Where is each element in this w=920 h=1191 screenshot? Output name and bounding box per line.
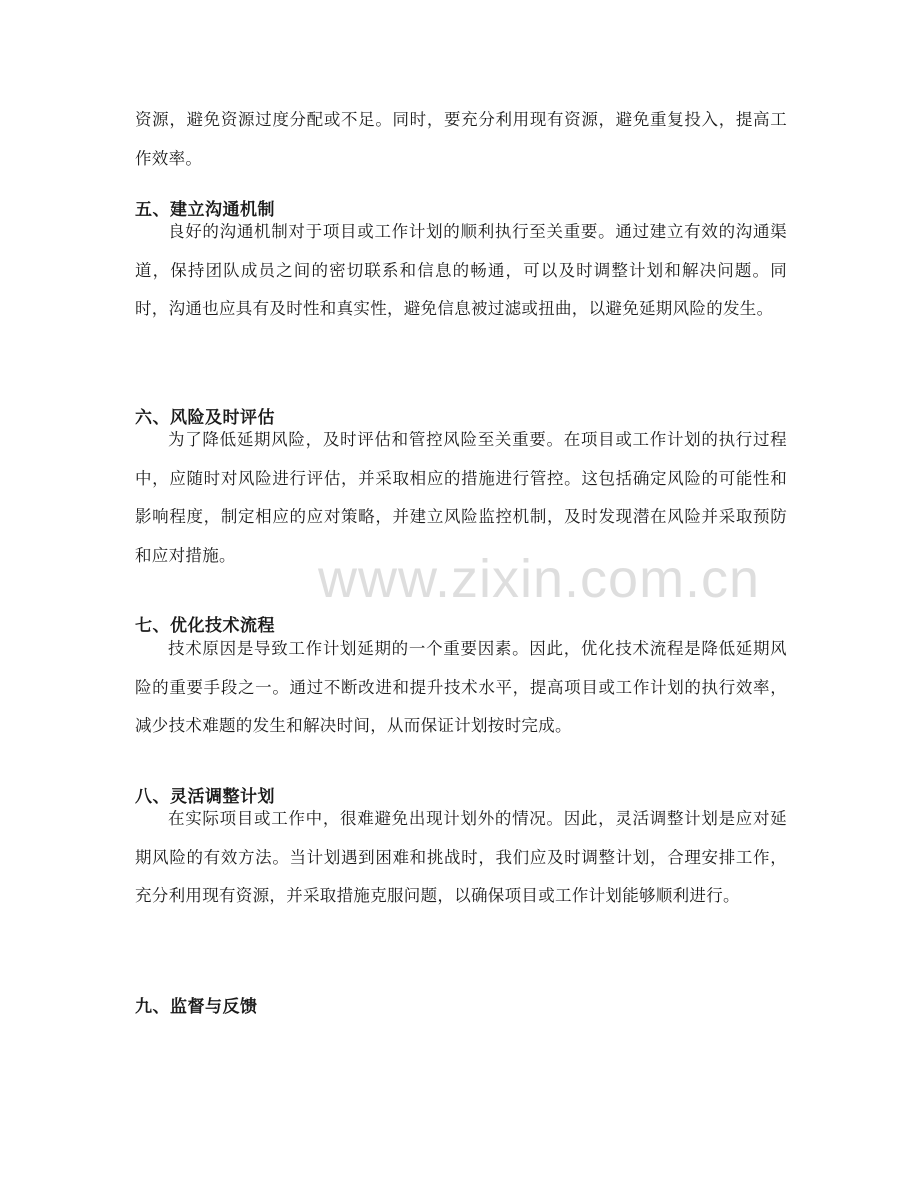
paragraph-intro-tail: 资源，避免资源过度分配或不足。同时，要充分利用现有资源，避免重复投入，提高工作效率。 [135, 110, 787, 168]
section-6-paragraph: 为了降低延期风险，及时评估和管控风险至关重要。在项目或工作计划的执行过程中，应随时对风险进行评估，并采取相应的措施进行管控。这包括确定风险的可能性和影响程度，制定相应的应对策略，并建立风险监控机制，及时发现潜在风险并采取预防和应对措施。 [135, 430, 787, 565]
section-7-paragraph: 技术原因是导致工作计划延期的一个重要因素。因此，优化技术流程是降低延期风险的重要手段之一。通过不断改进和提升技术水平，提高项目或工作计划的执行效率，减少技术难题的发生和解决时间，从而保证计划按时完成。 [135, 639, 787, 735]
section-8-heading: 八、灵活调整计划 [135, 787, 275, 807]
section-8-paragraph: 在实际项目或工作中，很难避免出现计划外的情况。因此，灵活调整计划是应对延期风险的有效方法。当计划遇到困难和挑战时，我们应及时调整计划，合理安排工作，充分利用现有资源，并采取措施克服问题，以确保项目或工作计划能够顺利进行。 [135, 809, 787, 905]
section-9-heading: 九、监督与反馈 [135, 997, 258, 1017]
section-7-heading: 七、优化技术流程 [135, 616, 275, 636]
section-5-heading: 五、建立沟通机制 [135, 200, 275, 220]
watermark: www.zixin.com.cn [318, 549, 761, 609]
section-6-heading: 六、风险及时评估 [135, 408, 275, 428]
section-5-paragraph: 良好的沟通机制对于项目或工作计划的顺利执行至关重要。通过建立有效的沟通渠道，保持团队成员之间的密切联系和信息的畅通，可以及时调整计划和解决问题。同时，沟通也应具有及时性和真实性，避免信息被过滤或扭曲，以避免延期风险的发生。 [135, 222, 787, 318]
